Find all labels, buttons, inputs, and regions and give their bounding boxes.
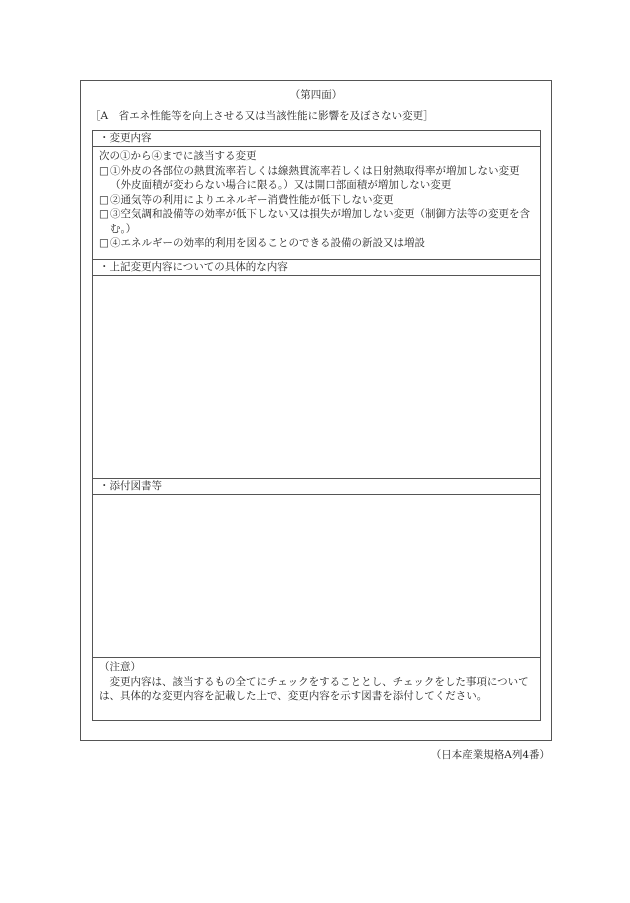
notes-body: 変更内容は、該当するもの全てにチェックをすることとし、チェックをした事項については、具体的な変更内容を記載した上で、変更内容を示す図書を添付してください。 xyxy=(99,675,529,702)
details-entry-area[interactable] xyxy=(93,276,540,479)
change-content-block xyxy=(93,147,540,260)
checkbox-4[interactable]: □ xyxy=(99,237,109,249)
change-item-3-text: ③空気調和設備等の効率が低下しない又は損失が増加しない変更（制御方法等の変更を含む。） xyxy=(110,208,530,235)
checkbox-1[interactable]: □ xyxy=(99,164,109,177)
details-header: ・上記変更内容についての具体的な内容 xyxy=(93,260,540,276)
change-item-2-text: ②通気等の利用によりエネルギー消費性能が低下しない変更 xyxy=(110,193,394,206)
change-item-2 xyxy=(99,193,534,208)
change-item-1-text: ①外皮の各部位の熱貫流率若しくは線熱貫流率若しくは日射熱取得率が増加しない変更（外皮面積が変わらない場合に限る。）又は開口部面積が増加しない変更 xyxy=(110,164,520,191)
checkbox-3[interactable]: □ xyxy=(99,208,109,220)
change-content-intro: 次の①から④までに該当する変更 xyxy=(99,150,257,162)
paper-size-note: （日本産業規格A列4番） xyxy=(430,749,550,761)
change-item-1 xyxy=(99,164,534,193)
attachments-entry-area[interactable] xyxy=(93,495,540,658)
form-table xyxy=(92,130,541,721)
notes-title: （注意） xyxy=(99,661,141,673)
change-content-header: ・変更内容 xyxy=(93,131,540,147)
page-label: （第四面） xyxy=(289,89,343,101)
section-title: ［A 省エネ性能等を向上させる又は当該性能に影響を及ぼさない変更］ xyxy=(90,110,434,122)
checkbox-2[interactable]: □ xyxy=(99,193,109,206)
change-item-4-text: ④エネルギーの効率的利用を図ることのできる設備の新設又は増設 xyxy=(110,237,425,249)
change-item-4 xyxy=(99,236,534,251)
form-frame xyxy=(80,80,552,741)
attachments-header: ・添付図書等 xyxy=(93,479,540,495)
change-item-3 xyxy=(99,207,534,236)
notes-block xyxy=(93,658,540,720)
